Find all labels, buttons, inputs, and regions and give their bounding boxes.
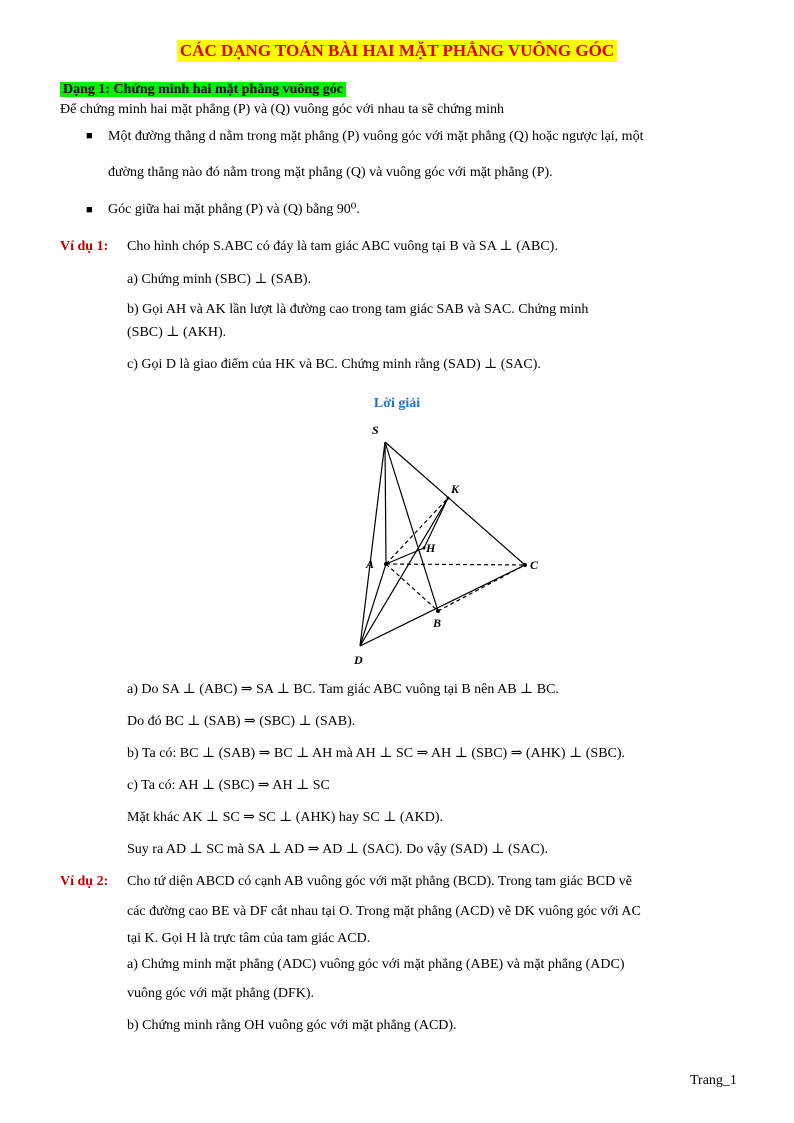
label-b: B [433,616,442,630]
title-wrap [0,40,794,62]
example-1-part-b-line-2: (SBC) ⊥ (AKH). [127,325,227,340]
label-k: K [451,482,460,496]
solution-line-2: Do đó BC ⊥ (SAB) ⇒ (SBC) ⊥ (SAB). [127,714,356,729]
example-2-part-b: b) Chứng minh rằng OH vuông góc với mặt phẳng (ACD). [127,1018,457,1033]
pyramid-figure [350,418,550,673]
bullet-icon: ■ [86,204,93,216]
point-k [447,497,450,500]
example-1-label: Ví dụ 1: [60,239,109,254]
point-b [436,609,440,613]
solution-label: Lời giải [373,396,421,411]
example-2-line-2: các đường cao BE và DF cắt nhau tại O. Trong mặt phẳng (ACD) vẽ DK vuông góc với AC [127,904,641,919]
point-a [384,562,388,566]
edge-ak [386,498,448,564]
bullet-icon: ■ [86,130,93,142]
example-2-line-3: tại K. Gọi H là trực tâm của tam giác ACD. [127,931,371,946]
page-title: CÁC DẠNG TOÁN BÀI HAI MẶT PHẲNG VUÔNG GÓC [177,40,617,62]
edge-ah [386,548,424,564]
label-a: A [366,557,375,571]
example-2-part-a-line-2: vuông góc với mặt phẳng (DFK). [127,986,315,1001]
example-1-part-a: a) Chứng minh (SBC) ⊥ (SAB). [127,272,312,287]
solution-line-5: Mặt khác AK ⊥ SC ⇒ SC ⊥ (AHK) hay SC ⊥ (AKD). [127,810,444,825]
example-2-part-a-line-1: a) Chứng minh mặt phẳng (ADC) vuông góc với mặt phẳng (ABE) và mặt phẳng (ADC) [127,957,625,972]
point-c [523,563,527,567]
label-s: S [372,423,379,437]
solution-line-4: c) Ta có: AH ⊥ (SBC) ⇒ AH ⊥ SC [127,778,330,793]
section-heading-text: Dạng 1: Chứng minh hai mặt phẳng vuông góc [60,82,346,97]
edge-sa [385,442,386,564]
page-footer: Trang_1 [690,1073,737,1088]
example-2-label: Ví dụ 2: [60,874,109,889]
label-h: H [426,541,436,555]
edge-sc [385,442,525,565]
bullet-1-line-2: đường thẳng nào đó nằm trong mặt phẳng (Q) và vuông góc với mặt phẳng (P). [108,165,553,180]
solution-line-3: b) Ta có: BC ⊥ (SAB) ⇒ BC ⊥ AH mà AH ⊥ SC ⇒ AH ⊥ (SBC) ⇒ (AHK) ⊥ (SBC). [127,746,626,761]
example-1-statement: Cho hình chóp S.ABC có đáy là tam giác ABC vuông tại B và SA ⊥ (ABC). [127,239,558,254]
edge-ad [360,564,386,646]
bullet-2: Góc giữa hai mặt phẳng (P) và (Q) bằng 90⁰. [108,202,360,217]
section-heading [60,80,346,100]
solution-line-1: a) Do SA ⊥ (ABC) ⇒ SA ⊥ BC. Tam giác ABC vuông tại B nên AB ⊥ BC. [127,682,559,697]
edge-ac [386,564,525,565]
edge-sb [385,442,438,611]
example-2-line-1: Cho tứ diện ABCD có cạnh AB vuông góc với mặt phẳng (BCD). Trong tam giác BCD vẽ [127,874,632,889]
solution-line-6: Suy ra AD ⊥ SC mà SA ⊥ AD ⇒ AD ⊥ (SAC). Do vậy (SAD) ⊥ (SAC). [127,842,549,857]
bullet-1-line-1: Một đường thẳng d nằm trong mặt phẳng (P) vuông góc với mặt phẳng (Q) hoặc ngược lại, một [108,129,644,144]
label-d: D [354,653,363,667]
edge-sd [360,442,385,646]
example-1-part-b-line-1: b) Gọi AH và AK lần lượt là đường cao trong tam giác SAB và SAC. Chứng minh [127,302,589,317]
intro-text: Để chứng minh hai mặt phẳng (P) và (Q) vuông góc với nhau ta sẽ chứng minh [60,102,505,117]
label-c: C [530,558,539,572]
example-1-part-c: c) Gọi D là giao điểm của HK và BC. Chứng minh rằng (SAD) ⊥ (SAC). [127,357,541,372]
